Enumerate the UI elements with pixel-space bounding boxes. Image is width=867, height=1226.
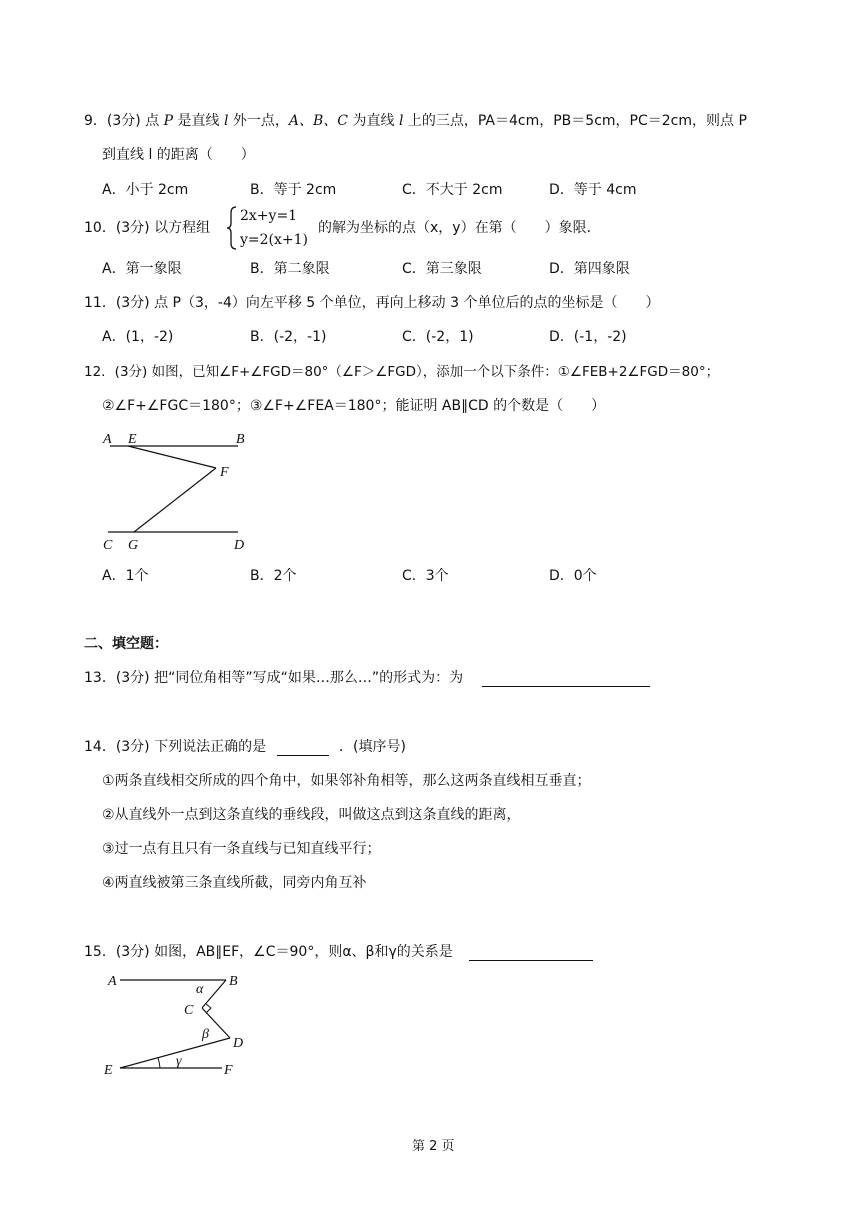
q10-option-c: C．第三象限	[402, 261, 482, 277]
q9-option-d: D．等于 4cm	[549, 182, 637, 198]
q12-option-d: D．0个	[549, 568, 597, 584]
q12-line1: 12．(3分) 如图，已知∠F+∠FGD＝80°（∠F＞∠FGD），添加一个以下条件：①∠FEB+2∠FGD＝80°；	[84, 364, 720, 380]
q14-item-1: ①两条直线相交所成的四个角中，如果邻补角相等，那么这两条直线相互垂直；	[102, 773, 591, 789]
q10-suffix: 的解为坐标的点（x，y）在第（ ）象限．	[318, 220, 601, 236]
q10-prefix: 10．(3分) 以方程组	[84, 220, 211, 236]
q12-option-a: A．1个	[102, 568, 149, 584]
q12-option-b: B．2个	[250, 568, 297, 584]
q15-label-b: B	[229, 974, 238, 989]
q15-label-c: C	[184, 1003, 194, 1018]
q10-option-d: D．第四象限	[549, 261, 630, 277]
q11-option-c: C．(-2，1)	[402, 329, 474, 345]
q14-text: 14．(3分) 下列说法正确的是 ．(填序号)	[84, 739, 406, 755]
q9-line2: 到直线 l 的距离（ ）	[102, 147, 255, 163]
q15-label-d: D	[233, 1036, 244, 1051]
q11-option-b: B．(-2，-1)	[250, 329, 327, 345]
q12-figure	[98, 428, 258, 554]
q15-line-de	[120, 1038, 230, 1068]
page-number: 第 2 页	[412, 1139, 455, 1154]
q14-item-4: ④两直线被第三条直线所截，同旁内角互补	[102, 875, 367, 891]
q11-option-a: A．(1，-2)	[102, 329, 174, 345]
q12-label-e: E	[128, 432, 137, 447]
q12-line2: ②∠F+∠FGC＝180°；③∠F+∠FEA＝180°；能证明 AB∥CD 的个数是（ ）	[102, 398, 606, 414]
q15-label-alpha: α	[196, 982, 204, 997]
q15-label-f: F	[224, 1063, 233, 1078]
q14-item-2: ②从直线外一点到这条直线的垂线段，叫做这点到这条直线的距离，	[102, 807, 521, 823]
q10-option-a: A．第一象限	[102, 261, 182, 277]
q15-label-e: E	[104, 1063, 113, 1078]
q15-line-bc	[202, 980, 226, 1008]
q10-option-b: B．第二象限	[250, 261, 330, 277]
q15-angle-arc-gamma	[158, 1058, 160, 1068]
q9-option-c: C．不大于 2cm	[402, 182, 503, 198]
q15-text: 15．(3分) 如图，AB∥EF，∠C＝90°，则α、β和γ的关系是	[84, 943, 593, 961]
q9-option-a: A．小于 2cm	[102, 182, 189, 198]
q10-eq2: y=2(x+1)	[240, 232, 309, 248]
q15-label-beta: β	[202, 1027, 209, 1042]
q15-right-angle-mark	[206, 1004, 211, 1013]
q10-brace	[226, 205, 238, 251]
q11-option-d: D．(-1，-2)	[549, 329, 627, 345]
q12-label-c: C	[103, 538, 113, 553]
q12-label-a: A	[103, 432, 112, 447]
section-title: 二、填空题：	[84, 636, 168, 652]
q12-option-c: C．3个	[402, 568, 449, 584]
q12-line-fg	[134, 468, 216, 532]
q15-label-gamma: γ	[176, 1054, 182, 1069]
q10-eq1: 2x+y=1	[240, 208, 298, 224]
q13-text: 13．(3分) 把“同位角相等”写成“如果…那么…”的形式为：为	[84, 669, 650, 687]
q12-line-ef	[128, 446, 216, 468]
q11-text: 11．(3分) 点 P（3，-4）向左平移 5 个单位，再向上移动 3 个单位后的点的坐标是（ ）	[84, 295, 660, 311]
q12-label-b: B	[236, 432, 245, 447]
q15-figure	[98, 966, 258, 1084]
q14-answer-blank[interactable]	[277, 741, 329, 756]
q12-label-g: G	[128, 538, 139, 553]
q13-answer-blank[interactable]	[482, 672, 650, 687]
q14-item-3: ③过一点有且只有一条直线与已知直线平行；	[102, 841, 381, 857]
q9-option-b: B．等于 2cm	[250, 182, 337, 198]
q12-label-d: D	[234, 538, 245, 553]
q15-label-a: A	[108, 974, 117, 989]
q9-line1: 9．(3分) 点 P 是直线 l 外一点，A、B、C 为直线 l 上的三点，PA＝4cm，PB＝5cm，PC＝2cm，则点 P	[84, 113, 747, 129]
q12-label-f: F	[220, 465, 229, 480]
q15-answer-blank[interactable]	[469, 946, 593, 961]
